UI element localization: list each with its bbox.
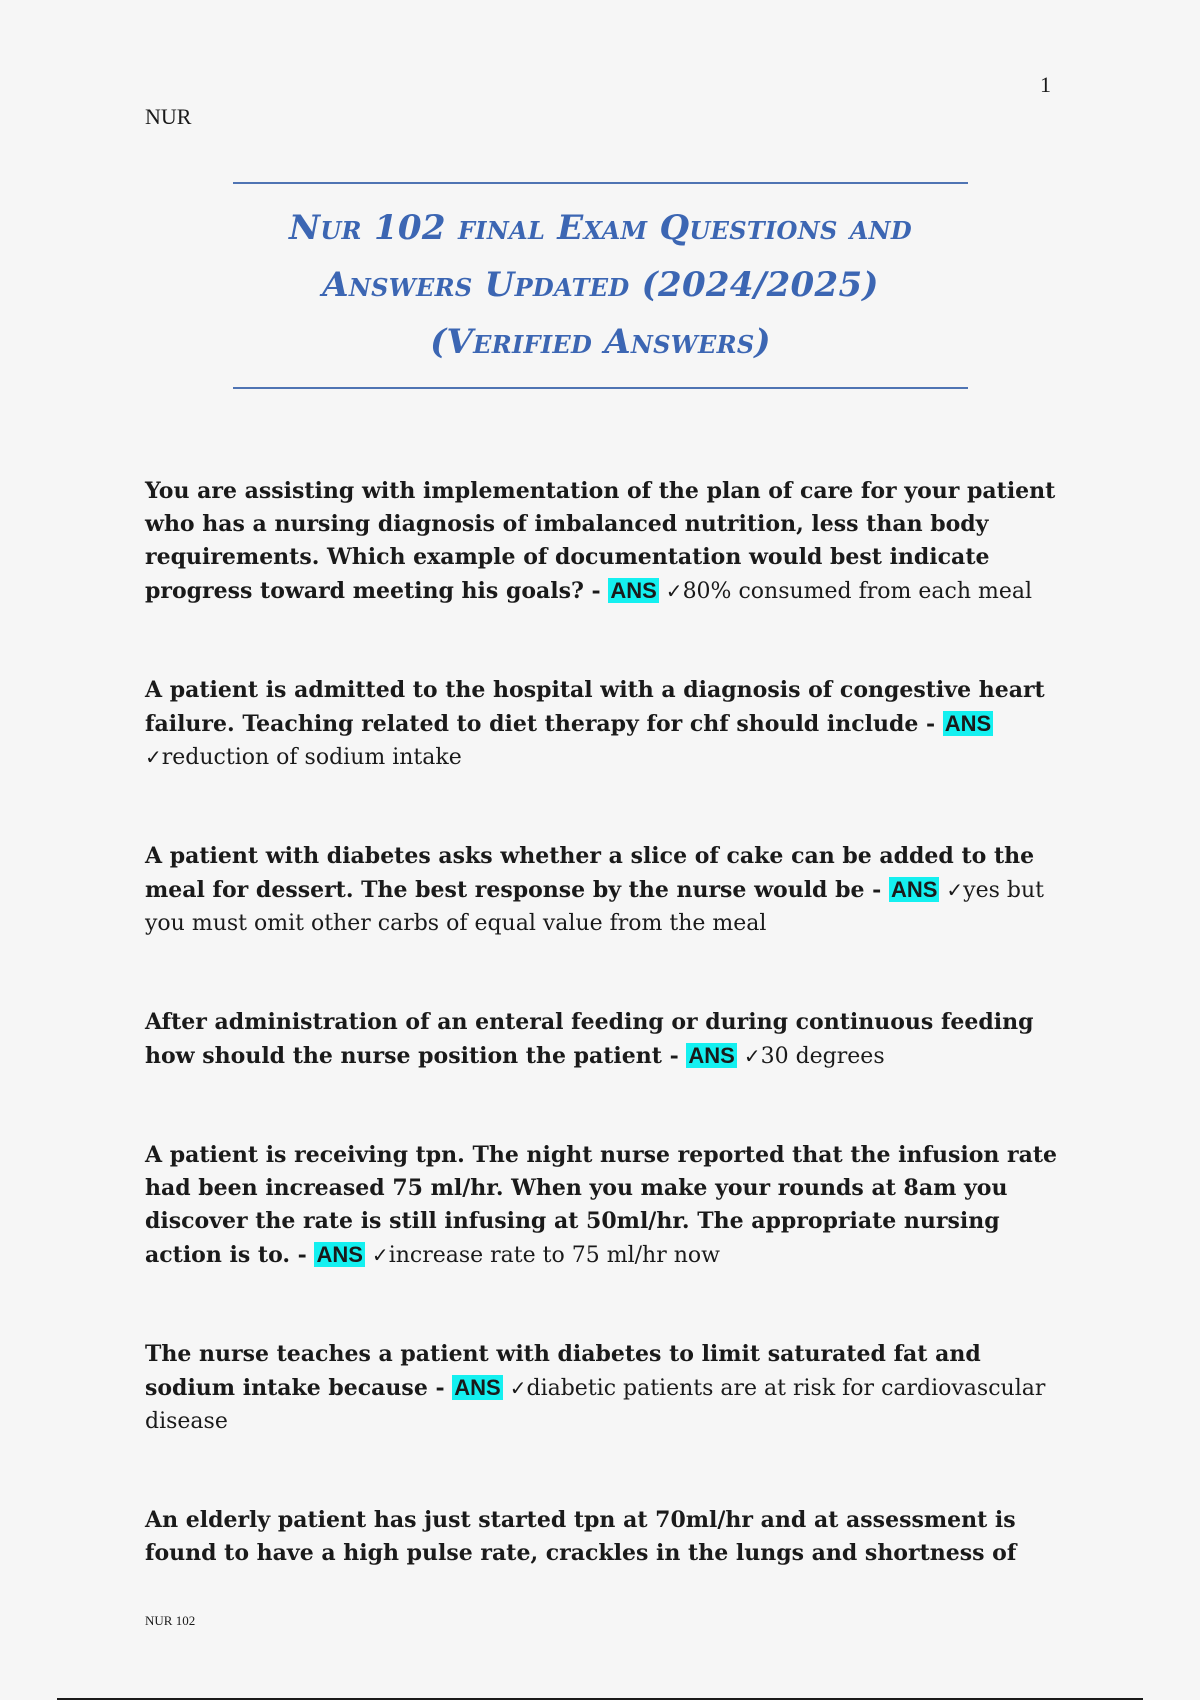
checkmark-icon: ✓: [371, 1243, 389, 1267]
title-bottom-rule: [233, 387, 968, 389]
answer-text: increase rate to 75 ml/hr now: [388, 1243, 720, 1268]
question-text: An elderly patient has just started tpn at 70ml/hr and at assessment is found to have a high pulse rate, crackles in the lungs and shortness of: [145, 1507, 1017, 1566]
title-top-rule: [233, 182, 968, 184]
question-text: The nurse teaches a patient with diabetes to limit saturated fat and sodium intake because -: [145, 1341, 981, 1401]
page-footer: NUR 102: [145, 1613, 196, 1628]
answer-text: yes but you must omit other carbs of equal value from the meal: [145, 878, 1044, 936]
ans-marker: ANS: [454, 1375, 501, 1400]
answer-text: 80% consumed from each meal: [682, 579, 1033, 604]
checkmark-icon: ✓: [743, 1044, 761, 1068]
qa-item: [145, 1006, 1065, 1073]
page-header: NUR: [145, 104, 192, 129]
checkmark-icon: ✓: [145, 745, 162, 769]
qa-item: [145, 1139, 1065, 1272]
question-text: A patient with diabetes asks whether a slice of cake can be added to the meal for dessert. The best response by the nurse would be -: [145, 843, 1035, 903]
qa-item: [145, 1338, 1065, 1438]
ans-marker: ANS: [890, 877, 938, 902]
qa-item: [145, 840, 1065, 940]
ans-marker: ANS: [610, 578, 657, 603]
checkmark-icon: ✓: [509, 1376, 527, 1400]
question-text: You are assisting with implementation of the plan of care for your patient who has a nursing diagnosis of imbalanced nutrition, less than body requirements. Which example of documentation would best indicate progress toward meeting his goals? -: [145, 478, 1056, 604]
qa-item: [145, 475, 1065, 608]
title-line: Answers Updated (2024/2025): [322, 265, 879, 305]
question-answer-list: [145, 475, 1065, 1570]
title-line: (Verified Answers): [430, 322, 771, 362]
checkmark-icon: ✓: [665, 579, 683, 603]
question-text: A patient is receiving tpn. The night nurse reported that the infusion rate had been increased 75 ml/hr. When you make your rounds at 8am you discover the rate is still infusing at 50ml/hr. The appropriate nursing action is to. -: [145, 1142, 1058, 1268]
checkmark-icon: ✓: [946, 878, 964, 902]
document-title: [233, 200, 968, 371]
qa-item: [145, 1504, 1065, 1570]
ans-marker: ANS: [316, 1242, 363, 1267]
answer-text: reduction of sodium intake: [161, 745, 462, 770]
page-number: 1: [1040, 72, 1051, 97]
ans-marker: ANS: [688, 1043, 735, 1068]
ans-marker: ANS: [944, 711, 992, 736]
answer-text: diabetic patients are at risk for cardiovascular disease: [145, 1376, 1046, 1434]
title-line: Nur 102 final Exam Questions and: [288, 208, 913, 248]
qa-item: [145, 674, 1065, 774]
answer-text: 30 degrees: [760, 1044, 885, 1069]
question-text: A patient is admitted to the hospital with a diagnosis of congestive heart failure. Teaching related to diet therapy for chf should include -: [145, 677, 1045, 737]
question-text: After administration of an enteral feeding or during continuous feeding how should the nurse position the patient -: [145, 1009, 1034, 1069]
